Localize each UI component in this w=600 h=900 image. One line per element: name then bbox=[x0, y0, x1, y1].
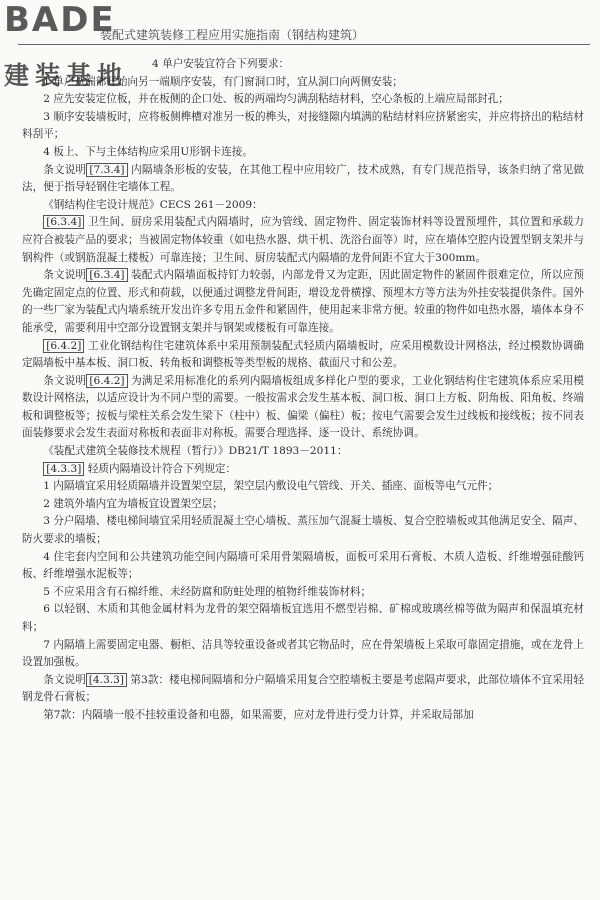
clause-note-label: 条文说明 bbox=[43, 163, 87, 176]
paragraph-text: 2 建筑外墙内宜为墙板宜设置架空层； bbox=[43, 497, 223, 510]
paragraph bbox=[22, 109, 584, 144]
paragraph bbox=[22, 601, 584, 636]
clause-number: [6.3.4] bbox=[43, 215, 84, 229]
paragraph-text: 4 住宅套内空间和公共建筑功能空间内隔墙可采用骨架隔墙板，面板可采用石膏板、木质人造板、纤维增强硅酸钙板、纤维增强水泥板等； bbox=[22, 550, 584, 581]
paragraph bbox=[22, 338, 584, 373]
clause-number: [7.3.4] bbox=[86, 163, 127, 177]
paragraph bbox=[22, 478, 584, 496]
clause-note-label: 条文说明 bbox=[43, 374, 87, 387]
paragraph bbox=[22, 91, 584, 109]
paragraph-text: 4 单户安装宜符合下列要求： bbox=[152, 58, 290, 70]
paragraph-text: 3 分户隔墙、楼电梯间墙宜采用轻质混凝土空心墙板、蒸压加气混凝土墙板、复合空腔墙板或其他满足安全、隔声、防火要求的墙板； bbox=[22, 515, 584, 546]
clause-number: [6.3.4] bbox=[86, 268, 127, 282]
paragraph-text: 第7款：内隔墙一般不挂较重设备和电器，如果需要，应对龙骨进行受力计算，并采取局部加 bbox=[43, 708, 474, 721]
paragraph bbox=[22, 56, 584, 74]
paragraph-text: 5 不应采用含有石棉纤维、未经防腐和防蛀处理的植物纤维装饰材料； bbox=[43, 585, 372, 598]
page-header bbox=[0, 0, 600, 46]
paragraph bbox=[22, 707, 584, 725]
running-head-title: 装配式建筑装修工程应用实施指南（钢结构建筑） bbox=[100, 28, 365, 42]
paragraph-text: 轻质内隔墙设计符合下列规定： bbox=[87, 462, 237, 475]
running-head bbox=[30, 26, 364, 43]
clause-number: [6.4.2] bbox=[86, 374, 127, 388]
paragraph-text: 《钢结构住宅设计规范》CECS 261－2009： bbox=[43, 198, 263, 211]
paragraph-text: 3 顺序安装墙板时，应将板侧榫槽对准另一板的榫头，对接缝隙内填满的粘结材料应挤紧密实，并应将挤出的粘结材料刮平； bbox=[22, 110, 584, 141]
paragraph bbox=[22, 162, 584, 197]
paragraph-text: 装配式内隔墙面板持钉力较弱，内部龙骨又为定距，因此固定物件的紧固件很难定位，所以应预先确定固定点的位置、形式和荷载，以便通过调整龙骨间距，增设龙骨横撑、预埋木方等方法为外挂安装提供条件。国外的一些厂家为装配式内墙系统开发出许多专用五金件和紧固件，使用起来非常方便。较重的物件如电热水器，墙体本身不能承受，需要利用中空部分设置钢支架并与钢架或楼板有可靠连接。 bbox=[22, 269, 584, 334]
paragraph-text: 4 板上、下与主体结构应采用U形钢卡连接。 bbox=[43, 145, 253, 158]
paragraph bbox=[22, 584, 584, 602]
brand-logo: BADE bbox=[4, 0, 116, 40]
paragraph bbox=[22, 637, 584, 672]
paragraph bbox=[22, 513, 584, 548]
paragraph-text: 内隔墙条形板的安装，在其他工程中应用较广，技术成熟，有专门规范指导，该条归纳了常见做法，便于指导轻钢住宅墙体工程。 bbox=[22, 163, 584, 194]
paragraph-text: 2 应先安装定位板，并在板侧的企口处、板的两端均匀满刮粘结材料，空心条板的上端应局部封孔； bbox=[43, 93, 509, 106]
paragraph-text: 6 以轻钢、木质和其他金属材料为龙骨的架空隔墙板宜选用不燃型岩棉、矿棉或玻璃丝棉等做为隔声和保温填充材料； bbox=[22, 603, 584, 633]
paragraph bbox=[22, 214, 584, 267]
paragraph bbox=[22, 549, 584, 584]
paragraph bbox=[22, 672, 584, 707]
citation-line bbox=[22, 443, 584, 461]
clause-note-label: 条文说明 bbox=[43, 269, 87, 282]
paragraph-text: 第3款：楼电梯间隔墙和分户隔墙采用复合空腔墙板主要是考虑隔声要求，此部位墙体不宜采用轻钢龙骨石膏板； bbox=[22, 673, 584, 704]
clause-note-label: 条文说明 bbox=[43, 673, 86, 686]
paragraph bbox=[22, 144, 584, 162]
paragraph-text: 7 内隔墙上需要固定电器、橱柜、洁具等较重设备或者其它物品时，应在骨架墙板上采取可靠固定措施，或在龙骨上设置加强板。 bbox=[22, 638, 584, 669]
paragraph-text: 工业化钢结构住宅建筑体系中采用预制装配式轻质内隔墙板时，应采用模数设计网格法，经过模数协调确定隔墙板中基本板、洞口板、转角板和调整板等类型板的规格、截面尺寸和公差。 bbox=[22, 339, 584, 370]
document-body bbox=[22, 56, 584, 725]
paragraph bbox=[22, 461, 584, 479]
clause-number: [6.4.2] bbox=[43, 339, 84, 353]
paragraph bbox=[22, 74, 584, 92]
paragraph-text: 卫生间、厨房采用装配式内隔墙时，应为管线、固定物件、固定装饰材料等设置预埋件，其位置和承载力应符合被装产品的要求；当被固定物体较重（如电热水器、烘干机、洗浴台面等）时，应在墙体空腔内设置型钢支架并与钢构件（或钢筋混凝土楼板）可靠连接；卫生间、厨房装配式内隔墙的龙骨间距不宜大于300mm。 bbox=[22, 216, 584, 264]
brand-subtitle: 建装基地 bbox=[4, 61, 129, 90]
paragraph bbox=[22, 373, 584, 443]
paragraph-text: 1 单户从端部开始向另一端顺序安装，有门窗洞口时，宜从洞口向两侧安装； bbox=[43, 75, 403, 88]
paragraph-text: 1 内隔墙宜采用轻质隔墙并设置架空层，架空层内敷设电气管线、开关、插座、面板等电气元件； bbox=[43, 480, 499, 493]
paragraph-text: 为满足采用标准化的系列内隔墙板组成多样化户型的要求，工业化钢结构住宅建筑体系应采用模数设计网格法，以适应设计为不同户型的需要。一般按需求会发生基本板、洞口板、洞口上方板、阴角板、阳角板、终端板和调整板等；按板与梁柱关系会发生梁下（柱中）板、偏梁（偏柱）板；按电气需要会发生过线板和接线板；按不同表面装修要求会发生表面对称板和表面非对称板。需要合理选择、逐一设计、系统协调。 bbox=[22, 374, 584, 440]
clause-number: [4.3.3] bbox=[43, 462, 84, 476]
paragraph-text: 《装配式建筑全装修技术规程（暂行）》DB21/T 1893－2011： bbox=[43, 445, 348, 458]
citation-line bbox=[22, 197, 584, 215]
header-rule bbox=[18, 44, 590, 45]
paragraph bbox=[22, 496, 584, 514]
clause-number: [4.3.3] bbox=[86, 673, 127, 687]
paragraph bbox=[22, 267, 584, 337]
